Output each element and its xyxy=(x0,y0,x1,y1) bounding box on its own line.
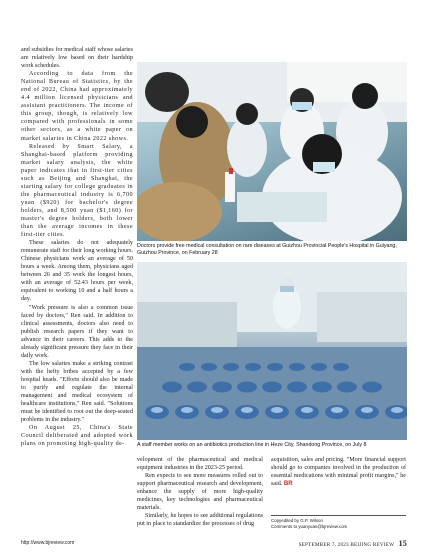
photo-production-illustration xyxy=(137,262,407,440)
end-mark: BR xyxy=(283,480,293,488)
paragraph: Released by Smart Salary, a Shanghai-based platform providing market salary analysis, the white paper indicates that in first-tier cities such as Beijing and Shanghai, the starting salary for college graduates in the pharmaceutical industry is 6,700 yuan ($920) for bachelor's degree holders, and 8,500 yuan ($1,160) for master's degree holders, both lower than the average incomes in these first-tier cities. xyxy=(21,143,133,239)
comments-email: Comments to yuanyuan@bjreview.com xyxy=(271,523,348,529)
bottom-text-column-2 xyxy=(271,456,406,488)
left-text-column xyxy=(21,46,133,448)
paragraph: According to data from the National Bureau of Statistics, by the end of 2022, China had approximately 4.4 million licensed physicians and assistant practitioners. The income of this group, though, is relatively low compared with professionals in some other sectors, as a white paper on market salaries in China 2022 shows. xyxy=(21,71,133,142)
paragraph: Ren expects to see more measures rolled out to support pharmaceutical research and development, enhance the supply of more high-quality medicines, key technologies and pharmaceutical materials. xyxy=(137,473,263,512)
bottom-text-column-1 xyxy=(137,456,263,528)
photo-doctors-consultation xyxy=(137,62,407,241)
photo-caption: Doctors provide free medical consultation on rare diseases at Guizhou Provincial People's Hospital in Guiyang, Guizhou Province, on February 28 xyxy=(137,243,397,256)
photo-credit: XINHUA xyxy=(401,266,405,280)
copyedited-by: Copyedited by G.P. Wilson xyxy=(271,518,323,523)
photo-credit: XINHUA xyxy=(401,66,405,80)
photo-production-line xyxy=(137,262,407,440)
paragraph: These salaries do not adequately remunerate staff for their long working hours. Chinese physicians work an average of 50 hours a week. Among them, physicians aged between 26 and 35 work the longest hours, with an average of 52.43 hours per week, equivalent to working 10 and a half hours a day. xyxy=(21,240,133,303)
photo-caption: A staff member works on an antibiotics production line in Heze City, Shandong Province, on July 8 xyxy=(137,442,367,448)
paragraph: and subsidies for medical staff whose salaries are relatively low based on their hardship work schedules. xyxy=(21,47,133,70)
paragraph: "Work pressure is also a common issue faced by doctors," Ren said. In addition to clinical assessments, doctors also need to publish research papers if they want to advance in their careers. This adds to the already significant pressure they face in their daily work. xyxy=(21,304,133,359)
paragraph xyxy=(271,456,406,488)
issue-date: SEPTEMBER 7, 2023 BEIJING REVIEW xyxy=(298,542,395,548)
copyedit-note xyxy=(271,515,406,530)
paragraph-text: acquisition, sales and pricing. "More financial support should go to companies involved in the production of essential medications with minimal profit margins," he said. xyxy=(271,457,406,488)
paragraph: The low salaries make a striking contrast with the hefty bribes accepted by a few hospital heads. "Efforts should also be made to purify and regulate the internal management and medical ecosystem of healthcare institutions," Ren said. "Solutions must be identified to root out the deep-seated problems in the industry." xyxy=(21,360,133,424)
footer-issue xyxy=(299,539,407,548)
paragraph: Similarly, he hopes to see additional regulations put in place to standardize the processes of drug xyxy=(137,513,263,528)
footer-url[interactable]: http://www.bjreview.com xyxy=(21,540,75,546)
paragraph: velopment of the pharmaceutical and medical equipment industries in the 2023-25 period. xyxy=(137,457,263,472)
paragraph: On August 25, China's State Council deliberated and adopted work plans on promoting high-quality de- xyxy=(21,425,133,448)
photo-doctors-illustration xyxy=(137,62,407,241)
page-number: 15 xyxy=(398,539,407,548)
